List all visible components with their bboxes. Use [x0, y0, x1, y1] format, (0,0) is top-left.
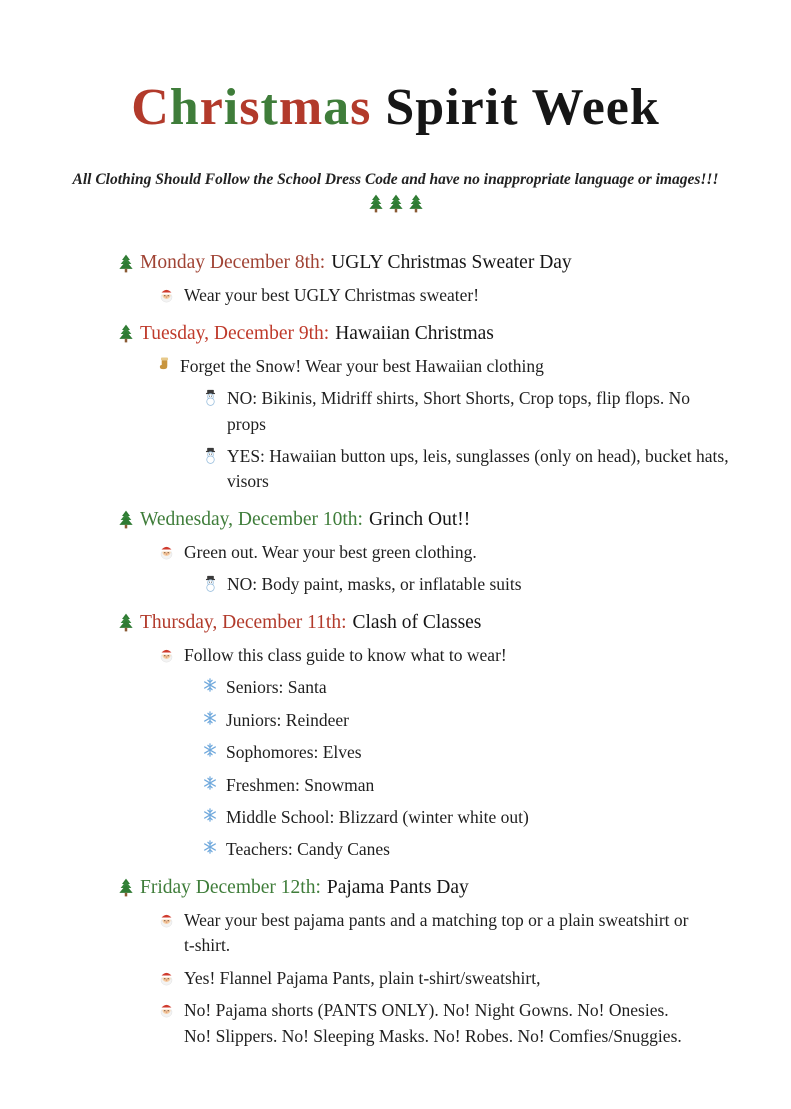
santa-icon	[158, 286, 175, 303]
list-item	[158, 540, 791, 565]
day-section	[118, 610, 791, 863]
list-item	[158, 354, 791, 379]
day-heading-topic: Clash of Classes	[352, 611, 482, 633]
title-letter: C	[131, 78, 170, 136]
title-rest: Spirit Week	[371, 78, 660, 136]
snowman-icon	[203, 575, 218, 592]
tree-icon	[408, 194, 424, 213]
item-text: Forget the Snow! Wear your best Hawaiian clothing	[180, 355, 544, 376]
tree-icon	[118, 613, 134, 632]
day-section	[118, 507, 791, 598]
day-heading-topic: Pajama Pants Day	[326, 876, 469, 898]
day-heading-topic: UGLY Christmas Sweater Day	[331, 251, 572, 273]
santa-icon	[158, 969, 175, 986]
day-section	[118, 250, 791, 309]
item-text: Yes! Flannel Pajama Pants, plain t-shirt/sweatshirt,	[184, 967, 541, 988]
title-letter: i	[223, 78, 240, 136]
day-section	[118, 321, 791, 495]
item-text: Wear your best pajama pants and a matching top or a plain sweatshirt or t-shirt.	[184, 910, 689, 956]
santa-icon	[158, 1001, 175, 1018]
item-text: Juniors: Reindeer	[226, 709, 349, 730]
days-list	[118, 250, 791, 1109]
snowflake-icon	[203, 776, 217, 790]
page-title	[0, 79, 791, 136]
snowflake-icon	[203, 743, 217, 757]
tree-icon	[118, 510, 134, 529]
item-text: NO: Body paint, masks, or inflatable suits	[227, 574, 522, 595]
item-text: YES: Hawaiian button ups, leis, sunglasses (only on head), bucket hats, visors	[227, 445, 729, 492]
trees-row	[0, 194, 791, 214]
day-heading	[118, 875, 791, 901]
item-text: Seniors: Santa	[226, 677, 327, 698]
day-heading-topic: Grinch Out!!	[368, 508, 471, 530]
snowman-icon	[203, 389, 218, 406]
day-heading-date: Thursday, December 11th:	[140, 611, 347, 633]
list-item	[203, 572, 791, 597]
day-heading	[118, 250, 791, 276]
title-letter: h	[169, 78, 200, 136]
list-item	[203, 386, 791, 437]
santa-icon	[158, 911, 175, 928]
title-letter: s	[350, 78, 372, 136]
item-text: Freshmen: Snowman	[226, 774, 375, 795]
list-item	[203, 773, 791, 798]
santa-icon	[158, 543, 175, 560]
list-item	[158, 966, 791, 991]
day-heading	[118, 610, 791, 636]
day-section	[118, 875, 791, 1049]
day-heading	[118, 507, 791, 533]
item-text: NO: Bikinis, Midriff shirts, Short Shorts, Crop tops, flip flops. No props	[227, 388, 690, 434]
santa-icon	[158, 646, 175, 663]
day-heading-topic: Hawaiian Christmas	[335, 322, 494, 344]
tree-icon	[118, 878, 134, 897]
item-text: Green out. Wear your best green clothing.	[184, 542, 477, 563]
list-item	[203, 837, 791, 862]
list-item	[203, 805, 791, 830]
title-letter: s	[239, 78, 261, 136]
day-heading	[118, 321, 791, 347]
title-letter: m	[278, 78, 324, 136]
tree-icon	[118, 254, 134, 273]
tree-icon	[368, 194, 384, 213]
tree-icon	[388, 194, 404, 213]
item-text: Follow this class guide to know what to wear!	[184, 645, 507, 666]
stocking-icon	[158, 357, 171, 372]
tree-icon	[118, 324, 134, 343]
snowflake-icon	[203, 678, 217, 692]
subtitle: All Clothing Should Follow the School Dress Code and have no inappropriate language or images!!!	[72, 170, 719, 188]
item-text: Middle School: Blizzard (winter white out)	[226, 806, 529, 827]
title-letter: a	[323, 78, 351, 136]
snowflake-icon	[203, 711, 217, 725]
snowman-icon	[203, 447, 218, 464]
day-heading-date: Wednesday, December 10th:	[140, 508, 363, 530]
item-text: Teachers: Candy Canes	[226, 839, 390, 860]
day-heading-date: Tuesday, December 9th:	[140, 322, 330, 344]
snowflake-icon	[203, 840, 217, 854]
day-heading-date: Monday December 8th:	[140, 251, 326, 273]
list-item	[203, 444, 791, 495]
item-text: Wear your best UGLY Christmas sweater!	[184, 285, 480, 306]
item-text: Sophomores: Elves	[226, 742, 362, 763]
list-item	[203, 740, 791, 765]
day-heading-date: Friday December 12th:	[140, 876, 321, 898]
list-item	[158, 643, 791, 668]
title-letter: t	[260, 78, 279, 136]
list-item	[203, 708, 791, 733]
list-item	[203, 675, 791, 700]
list-item	[158, 908, 791, 959]
item-text: No! Pajama shorts (PANTS ONLY). No! Night Gowns. No! Onesies. No! Slippers. No! Sleeping Masks. No! Robes. No! Comfies/Snuggies.	[184, 1000, 682, 1046]
title-letter: r	[199, 78, 224, 136]
list-item	[158, 283, 791, 308]
snowflake-icon	[203, 808, 217, 822]
